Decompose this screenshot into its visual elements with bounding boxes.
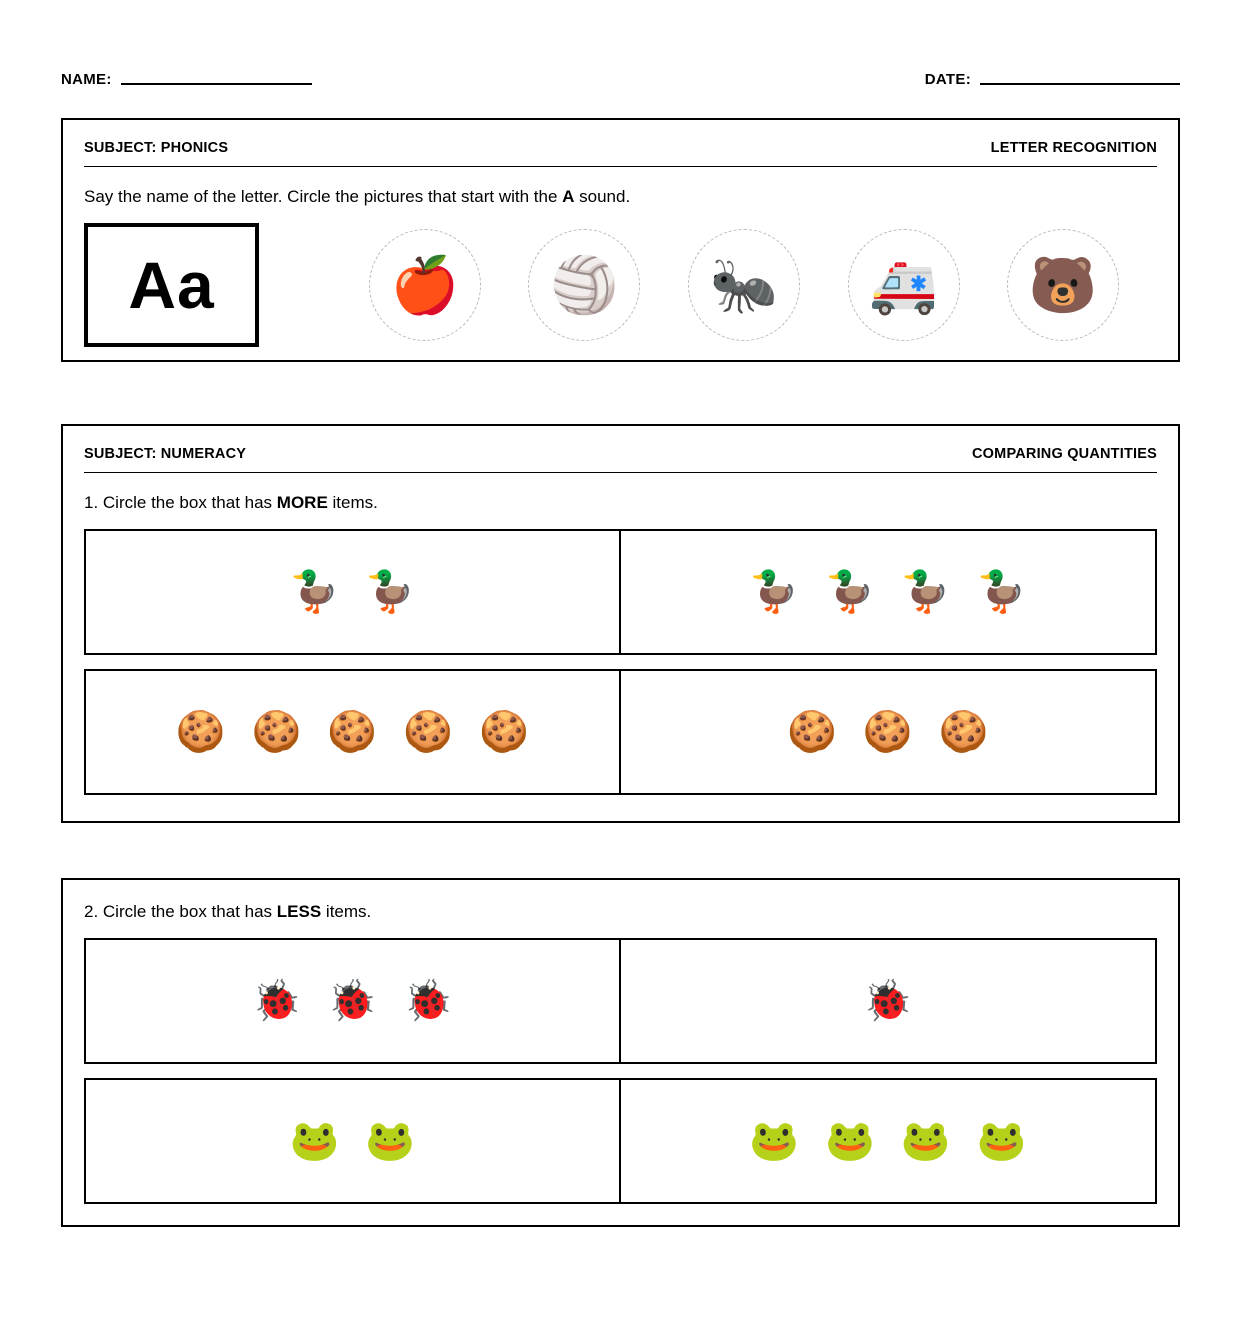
compare-cell-frogs-right[interactable] [621,1080,1156,1202]
letter-display-text: Aa [128,248,215,322]
picture-choice-bear[interactable] [1007,229,1119,341]
compare-row-ducks [84,529,1157,655]
question-1-post: items. [327,493,378,512]
question-2-pre: 2. Circle the box that has [84,902,277,921]
phonics-instruction-target-letter: A [562,187,575,206]
bear-icon: 🐻 [1028,253,1098,316]
count-item-icon: 🍪 [478,710,529,754]
count-item-icon: 🐞 [403,979,453,1023]
phonics-instruction-post: sound. [574,187,631,206]
question-2-compare-stack [84,922,1157,1204]
count-item-icon: 🦆 [900,570,951,614]
compare-cell-ducks-left[interactable] [86,531,621,653]
letter-display-box [84,223,259,347]
phonics-instruction [84,167,1157,207]
question-2-post: items. [321,902,372,921]
question-1-instruction [84,473,1157,513]
question-2-keyword: LESS [276,902,322,921]
numeracy-subject-label: SUBJECT: NUMERACY [84,446,247,462]
date-label: DATE: [924,71,971,88]
numeracy-topic-label: COMPARING QUANTITIES [972,446,1157,462]
picture-choice-apple[interactable] [369,229,481,341]
picture-choice-ambulance[interactable] [848,229,960,341]
count-item-icon: 🍪 [938,710,989,754]
count-item-icon: 🍪 [787,710,837,754]
count-item-icon: 🐸 [749,1119,799,1163]
compare-row-frogs [84,1078,1157,1204]
count-item-icon: 🐸 [289,1119,340,1163]
phonics-picture-strip [84,207,1157,347]
count-item-icon: 🦆 [824,570,875,614]
section-phonics [61,118,1180,362]
count-item-icon: 🍪 [251,710,302,754]
phonics-choices [259,229,1157,341]
compare-cell-ducks-right[interactable] [621,531,1156,653]
count-item-icon: 🍪 [403,710,453,754]
count-item-icon: 🍪 [862,710,913,754]
count-item-icon: 🍪 [327,710,378,754]
date-field[interactable] [925,71,1180,89]
section-numeracy-less [61,878,1180,1227]
ambulance-icon: 🚑 [869,253,938,316]
compare-cell-ladybugs-left[interactable] [86,940,621,1062]
phonics-header [84,120,1157,167]
ant-icon: 🐜 [709,253,779,316]
compare-cell-cookies-right[interactable] [621,671,1156,793]
count-item-icon: 🐞 [327,979,378,1023]
compare-row-cookies [84,669,1157,795]
date-write-line[interactable] [980,83,1180,85]
count-item-icon: 🦆 [289,570,340,614]
phonics-subject-label: SUBJECT: PHONICS [84,140,229,156]
picture-choice-ant[interactable] [688,229,800,341]
student-info-row [61,55,1180,89]
name-field[interactable] [61,71,312,89]
count-item-icon: 🐸 [824,1119,875,1163]
count-item-icon: 🍪 [175,710,226,754]
volleyball-icon: 🏐 [550,253,619,316]
compare-cell-cookies-left[interactable] [86,671,621,793]
count-item-icon: 🐸 [976,1119,1027,1163]
phonics-instruction-pre: Say the name of the letter. Circle the pictures that start with the [84,187,563,206]
count-item-icon: 🐸 [365,1119,416,1163]
compare-row-ladybugs [84,938,1157,1064]
name-write-line[interactable] [121,83,312,85]
name-label: NAME: [61,71,112,88]
section-numeracy-more [61,424,1180,823]
question-1-keyword: MORE [276,493,328,512]
phonics-topic-label: LETTER RECOGNITION [990,140,1157,156]
count-item-icon: 🦆 [365,570,416,614]
numeracy-header [84,426,1157,473]
question-2-instruction [84,880,1157,922]
compare-cell-ladybugs-right[interactable] [621,940,1156,1062]
count-item-icon: 🐞 [251,979,302,1023]
count-item-icon: 🐸 [900,1119,951,1163]
picture-choice-volleyball[interactable] [528,229,640,341]
compare-cell-frogs-left[interactable] [86,1080,621,1202]
count-item-icon: 🐞 [862,979,913,1023]
apple-icon: 🍎 [390,253,460,316]
question-1-compare-stack [84,513,1157,795]
count-item-icon: 🦆 [976,570,1027,614]
question-1-pre: 1. Circle the box that has [84,493,277,512]
count-item-icon: 🦆 [749,570,799,614]
